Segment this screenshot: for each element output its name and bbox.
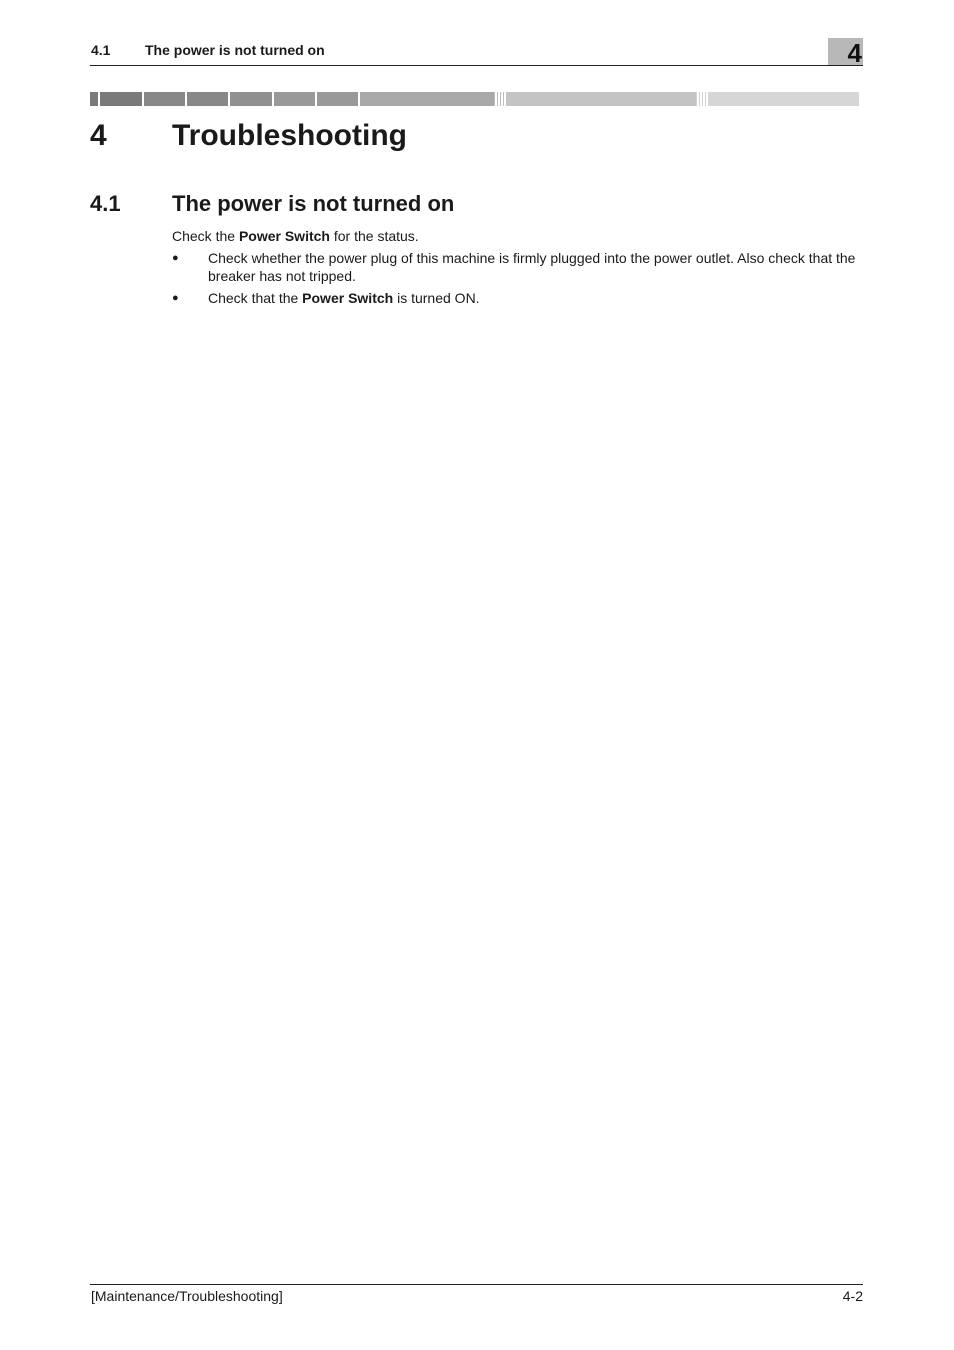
bullet-text-end: is turned ON.: [393, 290, 480, 306]
bar-segment: [274, 92, 317, 106]
bar-segment: [230, 92, 274, 106]
intro-bold-term: Power Switch: [238, 228, 330, 244]
running-header: [90, 41, 863, 66]
section-title: The power is not turned on: [172, 191, 455, 216]
running-header-section-title: The power is not turned on: [145, 42, 325, 58]
decorative-bar: [90, 92, 863, 106]
bullet-list: [172, 249, 863, 311]
footer-manual-title: [Maintenance/Troubleshooting]: [91, 1288, 283, 1304]
bullet-icon: ●: [172, 252, 179, 264]
bar-segment: [144, 92, 187, 106]
intro-text-end: for the status.: [329, 228, 419, 244]
bullet-text: Check whether the power plug of this machine is firmly plugged into the power outlet. Also check that the breaker has not tripped.: [208, 250, 856, 284]
bar-segment: [317, 92, 360, 106]
page-number: 4-2: [842, 1288, 863, 1304]
bar-segment: [708, 92, 859, 106]
bullet-text: Check that the: [208, 290, 303, 306]
chapter-title: Troubleshooting: [172, 119, 407, 152]
chapter-tab: 4: [828, 38, 863, 65]
chapter-number: 4: [90, 119, 107, 152]
bar-segment: [90, 92, 100, 106]
list-item: [172, 249, 863, 285]
bar-segment: [187, 92, 230, 106]
bar-segment: [100, 92, 144, 106]
bar-segment: [494, 92, 506, 106]
running-header-section-number: 4.1: [91, 42, 111, 58]
bullet-bold-term: Power Switch: [302, 290, 394, 306]
intro-paragraph: [172, 227, 862, 245]
bullet-icon: ●: [172, 292, 179, 304]
bar-segment: [696, 92, 708, 106]
bar-segment: [360, 92, 494, 106]
list-item: [172, 289, 863, 307]
page-footer: [90, 1284, 863, 1307]
section-number: 4.1: [90, 191, 121, 216]
intro-text: Check the: [172, 228, 239, 244]
bar-segment: [506, 92, 696, 106]
